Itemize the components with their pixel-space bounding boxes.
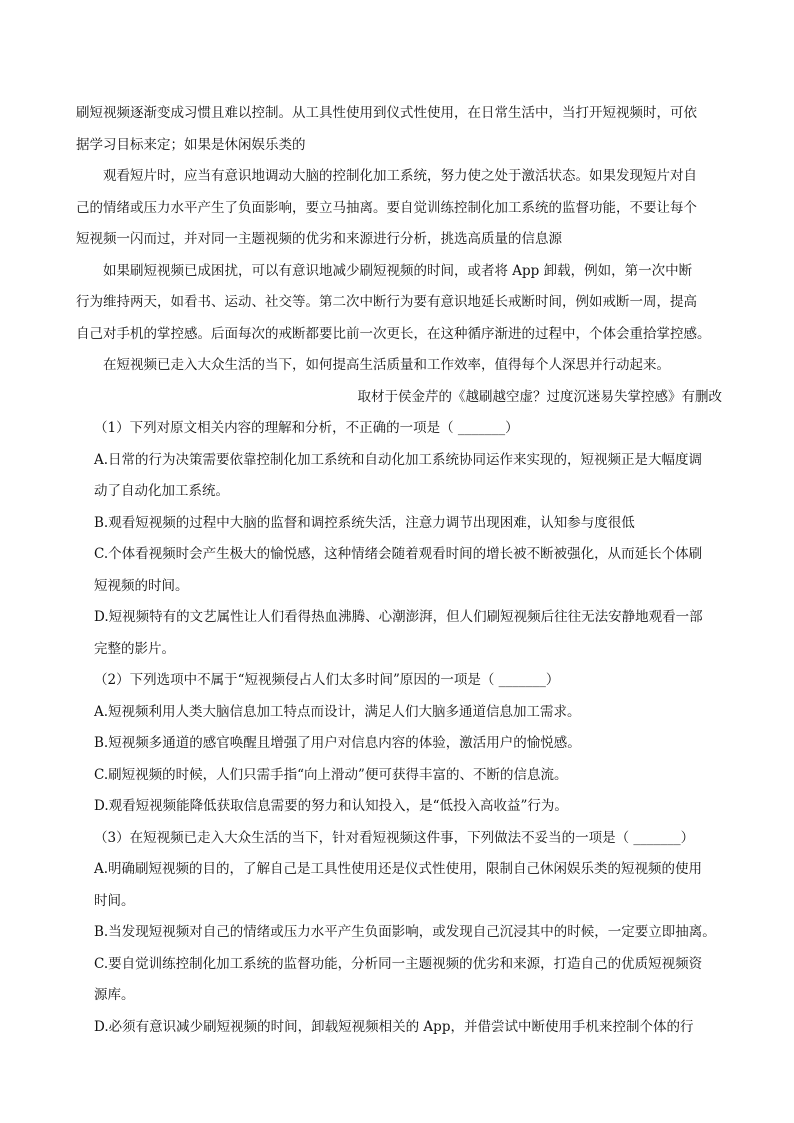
question-1-option-d-cont: 完整的影片。	[94, 640, 175, 657]
passage-line-6: 如果刷短视频已成困扰，可以有意识地减少刷短视频的时间，或者将 App 卸载，例如，第一次中断	[103, 262, 693, 279]
question-3-option-c: C.要自觉训练控制化加工系统的监督功能，分析同一主题视频的优劣和来源，打造自己的优质短视频资	[94, 955, 703, 972]
passage-line-3: 观看短片时，应当有意识地调动大脑的控制化加工系统，努力使之处于激活状态。如果发现短片对自	[103, 168, 697, 184]
question-1-option-c-cont: 短视频的时间。	[94, 577, 189, 594]
passage-line-2: 据学习目标来定；如果是休闲娱乐类的	[76, 136, 306, 153]
question-1-option-d: D.短视频特有的文艺属性让人们看得热血沸腾、心潮澎湃，但人们刷短视频后往往无法安静地观看一部	[94, 609, 703, 625]
question-1-option-a: A.日常的行为决策需要依靠控制化加工系统和自动化加工系统协同运作来实现的，短视频正是大幅度调	[94, 451, 703, 468]
question-2-option-d: D.观看短视频能降低获取信息需要的努力和认知投入，是“低投入高收益”行为。	[94, 798, 568, 814]
passage-line-8: 自己对手机的掌控感。后面每次的戒断都要比前一次更长，在这种循序渐进的过程中，个体会重拾掌控感。	[76, 325, 711, 342]
question-3-option-a: A.明确刷短视频的目的，了解自己是工具性使用还是仪式性使用，限制自己休闲娱乐类的短视频的使用	[94, 861, 703, 877]
question-1-option-a-cont: 动了自动化加工系统。	[94, 483, 229, 499]
question-1-stem: （1）下列对原文相关内容的理解和分析，不正确的一项是（ _______）	[94, 420, 519, 436]
passage-line-9: 在短视频已走入大众生活的当下，如何提高生活质量和工作效率，值得每个人深思并行动起来。	[103, 357, 670, 373]
question-3-stem: （3）在短视频已走入大众生活的当下，针对看短视频这件事，下列做法不妥当的一项是（ _______）	[94, 829, 695, 846]
question-1-option-b: B.观看短视频的过程中大脑的监督和调控系统失活，注意力调节出现困难，认知参与度很低	[94, 514, 635, 531]
passage-line-1: 刷短视频逐渐变成习惯且难以控制。从工具性使用到仪式性使用，在日常生活中，当打开短视频时，可依	[76, 105, 697, 121]
question-2-stem: （2）下列选项中不属于“短视频侵占人们太多时间”原因的一项是（ _______）	[94, 672, 560, 688]
question-3-option-a-cont: 时间。	[94, 892, 135, 909]
passage-line-4: 己的情绪或压力水平产生了负面影响，要立马抽离。要自觉训练控制化加工系统的监督功能，不要让每个	[76, 199, 697, 216]
question-3-option-b: B.当发现短视频对自己的情绪或压力水平产生负面影响，或发现自己沉浸其中的时候，一定要立即抽离。	[94, 924, 716, 940]
source-citation: 取材于侯金芹的《越刷越空虚？过度沉迷易失掌控感》有删改	[357, 388, 722, 405]
passage-line-5: 短视频一闪而过，并对同一主题视频的优劣和来源进行分析，挑选高质量的信息源	[76, 231, 562, 247]
question-2-option-a: A.短视频利用人类大脑信息加工特点而设计，满足人们大脑多通道信息加工需求。	[94, 703, 581, 720]
question-1-option-c: C.个体看视频时会产生极大的愉悦感，这种情绪会随着观看时间的增长被不断被强化，从而延长个体刷	[94, 546, 703, 562]
question-3-option-d: D.必须有意识减少刷短视频的时间，卸载短视频相关的 App，并借尝试中断使用手机来控制个体的行	[94, 1018, 694, 1035]
question-2-option-b: B.短视频多通道的感官唤醒且增强了用户对信息内容的体验，激活用户的愉悦感。	[94, 735, 581, 751]
document-content	[76, 98, 722, 1043]
question-3-option-c-cont: 源库。	[94, 987, 135, 1003]
question-2-option-c: C.刷短视频的时候，人们只需手指“向上滑动”便可获得丰富的、不断的信息流。	[94, 766, 568, 783]
passage-line-7: 行为维持两天，如看书、运动、社交等。第二次中断行为要有意识地延长戒断时间，例如戒断一周，提高	[76, 294, 697, 310]
